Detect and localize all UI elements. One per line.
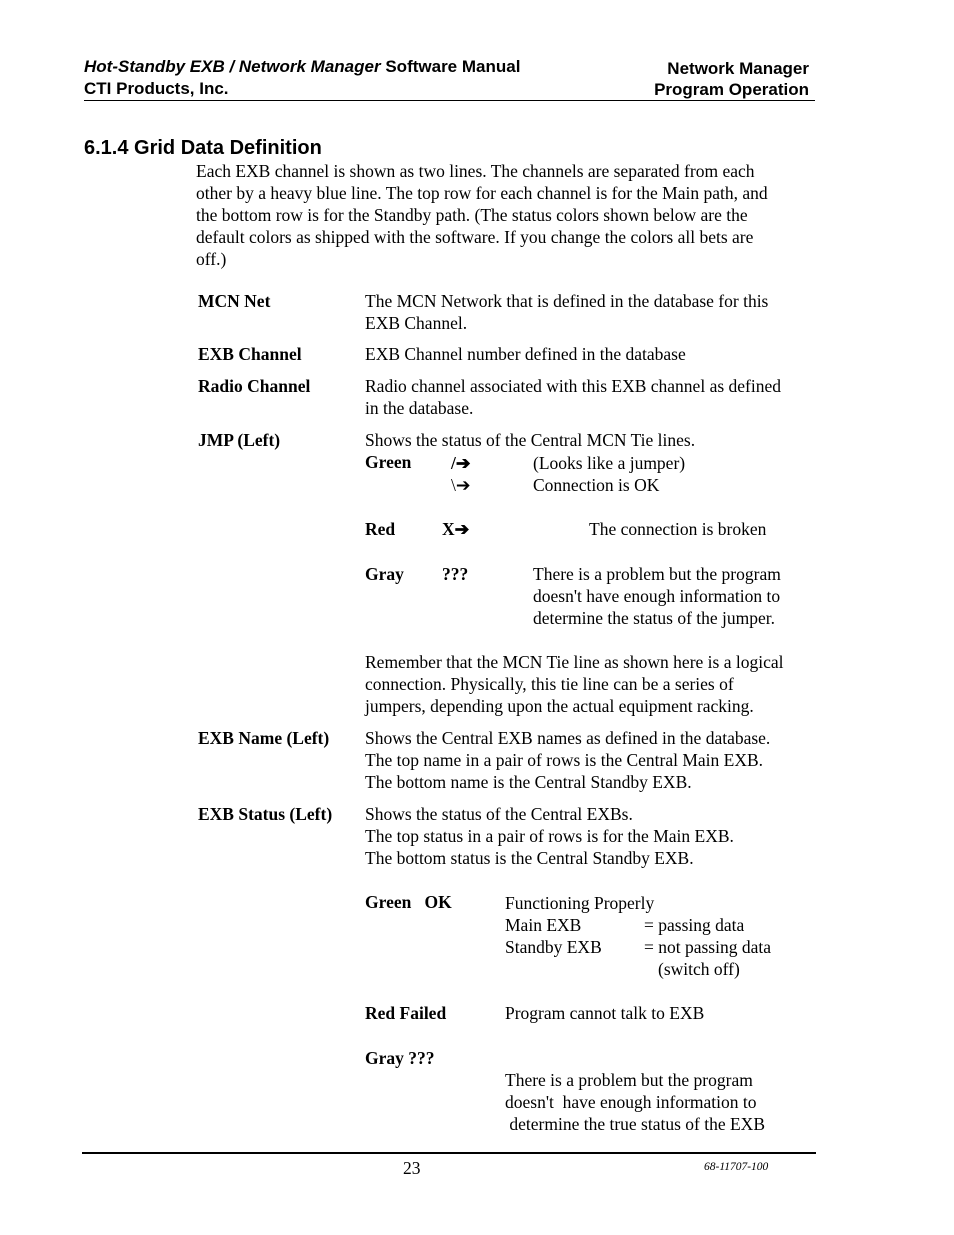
status-green-standby-label: Standby EXB (505, 937, 602, 957)
desc-line: determine the status of the jumper. (533, 608, 776, 628)
desc-line: Radio channel associated with this EXB channel as defined (365, 376, 781, 396)
desc-line: EXB Channel. (365, 313, 468, 333)
status-green-standby-value-2: (switch off) (658, 959, 740, 979)
desc-line: There is a problem but the program (533, 564, 781, 584)
status-green-main-value: = passing data (644, 915, 745, 935)
desc-line: The MCN Network that is defined in the database for this (365, 291, 769, 311)
term-mcn-net: MCN Net (198, 291, 271, 311)
desc-line: determine the true status of the EXB (505, 1114, 765, 1134)
status-green-text: Functioning Properly (505, 893, 655, 913)
desc-line: The bottom status is the Central Standby EXB. (365, 848, 694, 868)
intro-line: other by a heavy blue line. The top row for each channel is for the Main path, and (196, 183, 768, 203)
status-red-label: Red Failed (365, 1003, 447, 1023)
jmp-red-symbol: X➔ (442, 519, 470, 539)
desc-exb-channel: EXB Channel number defined in the database (365, 344, 686, 364)
term-radio-channel: Radio Channel (198, 376, 311, 396)
doc-number: 68-11707-100 (704, 1161, 769, 1173)
desc-line: Shows the status of the Central EXBs. (365, 804, 633, 824)
status-gray-label: Gray ??? (365, 1048, 435, 1068)
intro-line: default colors as shipped with the software. If you change the colors all bets are (196, 227, 754, 247)
jmp-green-label: Green (365, 452, 412, 472)
status-green-standby-value: = not passing data (644, 937, 772, 957)
term-exb-status-left: EXB Status (Left) (198, 804, 333, 824)
desc-line: The top status in a pair of rows is for the Main EXB. (365, 826, 734, 846)
status-green-label: Green OK (365, 892, 452, 912)
jmp-green-text-2: Connection is OK (533, 475, 660, 495)
desc-mcn-net (365, 290, 768, 334)
desc-line: Shows the Central EXB names as defined in the database. (365, 728, 771, 748)
desc-exb-name-left (365, 727, 770, 793)
desc-line: The bottom name is the Central Standby EXB. (365, 772, 692, 792)
header-title-italic: Hot-Standby EXB / Network Manager (84, 57, 381, 76)
jmp-green-symbol-2: \➔ (451, 475, 471, 495)
jmp-note (365, 651, 783, 717)
intro-paragraph (196, 160, 768, 270)
jmp-green-symbol-1: /➔ (451, 453, 471, 473)
header-title-rest: Software Manual (385, 57, 521, 76)
intro-line: the bottom row is for the Standby path. (The status colors shown below are the (196, 205, 748, 225)
term-exb-name-left: EXB Name (Left) (198, 728, 330, 748)
jmp-gray-symbol: ??? (442, 564, 469, 584)
desc-line: jumpers, depending upon the actual equipment racking. (365, 696, 754, 716)
desc-radio-channel (365, 375, 781, 419)
jmp-red-text: The connection is broken (589, 519, 767, 539)
header-right-line1: Network Manager (667, 59, 809, 78)
desc-line: connection. Physically, this tie line can be a series of (365, 674, 734, 694)
status-green-main-label: Main EXB (505, 915, 582, 935)
desc-jmp-left: Shows the status of the Central MCN Tie lines. (365, 430, 696, 450)
term-jmp-left: JMP (Left) (198, 430, 281, 450)
desc-line: Remember that the MCN Tie line as shown here is a logical (365, 652, 784, 672)
jmp-gray-text (533, 563, 781, 629)
header-rule (84, 100, 815, 101)
desc-line: The top name in a pair of rows is the Central Main EXB. (365, 750, 764, 770)
desc-line: doesn't have enough information to (533, 586, 781, 606)
jmp-gray-label: Gray (365, 564, 404, 584)
header-company: CTI Products, Inc. (84, 79, 229, 98)
status-red-text: Program cannot talk to EXB (505, 1003, 705, 1023)
desc-line: There is a problem but the program (505, 1070, 753, 1090)
status-gray-text (505, 1047, 765, 1135)
intro-line: Each EXB channel is shown as two lines. The channels are separated from each (196, 161, 755, 181)
header-right-line2: Program Operation (654, 80, 809, 99)
section-heading: 6.1.4 Grid Data Definition (84, 137, 322, 159)
page-number: 23 (403, 1158, 421, 1178)
desc-exb-status-left (365, 803, 734, 869)
intro-line: off.) (196, 249, 227, 269)
jmp-green-text-1: (Looks like a jumper) (533, 453, 686, 473)
footer-rule (82, 1152, 816, 1154)
desc-line: doesn't have enough information to (505, 1092, 757, 1112)
jmp-red-label: Red (365, 519, 396, 539)
term-exb-channel: EXB Channel (198, 344, 302, 364)
desc-line: in the database. (365, 398, 474, 418)
